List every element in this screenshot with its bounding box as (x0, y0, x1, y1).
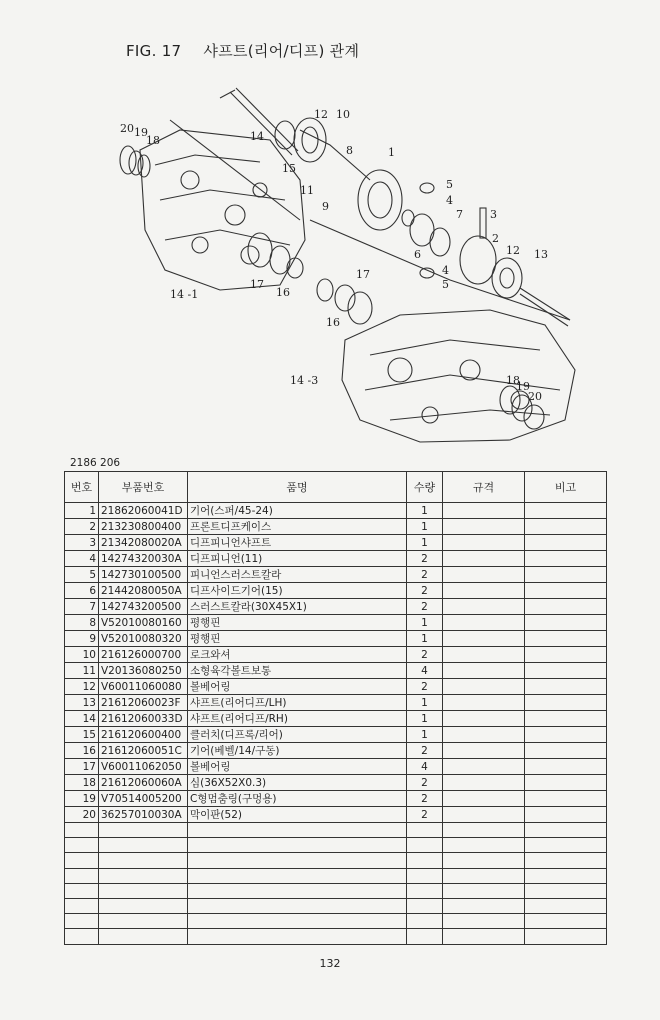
row-part-name: 소형육각볼트보통 (188, 663, 407, 679)
table-header-row (65, 472, 607, 503)
row-no: 14 (65, 711, 99, 727)
blank-cell (525, 868, 607, 883)
row-no: 9 (65, 631, 99, 647)
row-part-name: 막이판(52) (188, 807, 407, 823)
blank-cell (407, 838, 443, 853)
row-quantity: 1 (407, 503, 443, 519)
callout-9: 9 (322, 200, 329, 213)
callout-18: 18 (146, 134, 160, 147)
blank-cell (99, 868, 188, 883)
callout-12b: 12 (506, 244, 520, 257)
row-quantity: 4 (407, 663, 443, 679)
callout-17: 17 (250, 278, 264, 291)
row-quantity: 1 (407, 535, 443, 551)
row-spec (443, 647, 525, 663)
callout-18b: 18 (506, 374, 520, 387)
row-remarks (525, 727, 607, 743)
row-no: 15 (65, 727, 99, 743)
blank-cell (525, 853, 607, 868)
callout-19: 19 (134, 126, 148, 139)
callout-5: 5 (446, 178, 453, 191)
blank-cell (407, 914, 443, 929)
row-remarks (525, 775, 607, 791)
row-part-number: 21342080020A (99, 535, 188, 551)
blank-cell (99, 853, 188, 868)
row-spec (443, 791, 525, 807)
row-quantity: 1 (407, 631, 443, 647)
blank-cell (443, 898, 525, 913)
blank-cell (443, 929, 525, 944)
table-row (65, 519, 607, 535)
row-no: 19 (65, 791, 99, 807)
row-no: 7 (65, 599, 99, 615)
blank-cell (65, 868, 99, 883)
row-spec (443, 535, 525, 551)
row-no: 17 (65, 759, 99, 775)
blank-cell (407, 853, 443, 868)
table-row (65, 743, 607, 759)
row-no: 10 (65, 647, 99, 663)
table-row (65, 631, 607, 647)
diff-case-2 (460, 236, 496, 284)
row-spec (443, 807, 525, 823)
blank-row (65, 838, 607, 853)
row-part-number: 21862060041D (99, 503, 188, 519)
row-part-name: 피니언스러스트칼라 (188, 567, 407, 583)
row-remarks (525, 759, 607, 775)
row-remarks (525, 519, 607, 535)
row-part-number: 21612060023F (99, 695, 188, 711)
row-remarks (525, 663, 607, 679)
blank-cell (65, 914, 99, 929)
page-number: 132 (319, 957, 341, 970)
header-part-number: 부품번호 (99, 472, 188, 503)
callout-12: 12 (314, 108, 328, 121)
row-quantity: 1 (407, 519, 443, 535)
row-part-name: 평행핀 (188, 631, 407, 647)
table-row (65, 583, 607, 599)
blank-cell (525, 823, 607, 838)
row-part-number: 36257010030A (99, 807, 188, 823)
callout-14: 14 (250, 130, 264, 143)
row-quantity: 2 (407, 807, 443, 823)
blank-cell (407, 883, 443, 898)
blank-cell (188, 823, 407, 838)
row-part-name: 프론트디프케이스 (188, 519, 407, 535)
callout-20b: 20 (528, 390, 542, 403)
table-row (65, 711, 607, 727)
blank-cell (443, 883, 525, 898)
row-part-name: 볼베어링 (188, 679, 407, 695)
blank-cell (99, 929, 188, 944)
row-no: 6 (65, 583, 99, 599)
row-no: 18 (65, 775, 99, 791)
blank-cell (525, 838, 607, 853)
row-part-number: 213230800400 (99, 519, 188, 535)
table-row (65, 759, 607, 775)
row-no: 5 (65, 567, 99, 583)
header-no: 번호 (65, 472, 99, 503)
row-quantity: 2 (407, 791, 443, 807)
blank-cell (525, 929, 607, 944)
blank-cell (525, 898, 607, 913)
row-part-number: 142743200500 (99, 599, 188, 615)
callout-15: 15 (282, 162, 296, 175)
document-code: 2186 206 (70, 457, 121, 469)
row-remarks (525, 695, 607, 711)
page-title (126, 40, 381, 61)
row-quantity: 2 (407, 551, 443, 567)
row-spec (443, 599, 525, 615)
callout-11: 11 (300, 184, 314, 197)
table-row (65, 807, 607, 823)
row-quantity: 2 (407, 567, 443, 583)
row-remarks (525, 583, 607, 599)
row-spec (443, 695, 525, 711)
ring-20 (120, 146, 136, 174)
row-part-name: 심(36X52X0.3) (188, 775, 407, 791)
blank-cell (65, 823, 99, 838)
row-part-name: 디프피니언샤프트 (188, 535, 407, 551)
blank-row (65, 823, 607, 838)
row-remarks (525, 631, 607, 647)
row-quantity: 2 (407, 775, 443, 791)
callout-19b: 19 (516, 380, 530, 393)
blank-cell (443, 914, 525, 929)
callout-16b: 16 (326, 316, 340, 329)
table-row (65, 535, 607, 551)
table-row (65, 551, 607, 567)
row-part-name: 기어(스퍼/45-24) (188, 503, 407, 519)
blank-row (65, 853, 607, 868)
callout-5b: 5 (442, 278, 449, 291)
row-part-name: 평행핀 (188, 615, 407, 631)
row-part-name: 기어(베벨/14/구동) (188, 743, 407, 759)
blank-cell (188, 898, 407, 913)
callout-4b: 4 (442, 264, 449, 277)
row-remarks (525, 535, 607, 551)
row-quantity: 1 (407, 615, 443, 631)
blank-cell (65, 883, 99, 898)
row-quantity: 1 (407, 727, 443, 743)
row-quantity: 2 (407, 679, 443, 695)
blank-cell (188, 914, 407, 929)
header-spec: 규격 (443, 472, 525, 503)
row-part-number: V52010080160 (99, 615, 188, 631)
figure-label: FIG. 17 (126, 42, 182, 60)
row-spec (443, 759, 525, 775)
callout-13: 13 (534, 248, 548, 261)
bearing-12b (492, 258, 522, 298)
header-part-name: 품명 (188, 472, 407, 503)
callout-4: 4 (446, 194, 453, 207)
row-part-name: 로크와셔 (188, 647, 407, 663)
row-part-number: 21612060060A (99, 775, 188, 791)
row-spec (443, 519, 525, 535)
blank-cell (65, 853, 99, 868)
row-part-name: 샤프트(리어디프/LH) (188, 695, 407, 711)
row-no: 8 (65, 615, 99, 631)
row-part-number: 142730100500 (99, 567, 188, 583)
blank-cell (407, 868, 443, 883)
blank-row (65, 914, 607, 929)
row-remarks (525, 599, 607, 615)
callout-17b: 17 (356, 268, 370, 281)
row-part-name: C형멈춤링(구멍용) (188, 791, 407, 807)
blank-cell (188, 838, 407, 853)
blank-cell (99, 838, 188, 853)
row-quantity: 1 (407, 711, 443, 727)
row-spec (443, 631, 525, 647)
callout-6: 6 (414, 248, 421, 261)
row-remarks (525, 791, 607, 807)
blank-cell (65, 898, 99, 913)
blank-cell (65, 929, 99, 944)
row-spec (443, 503, 525, 519)
row-quantity: 2 (407, 647, 443, 663)
row-remarks (525, 551, 607, 567)
row-spec (443, 583, 525, 599)
blank-cell (188, 883, 407, 898)
table-row (65, 615, 607, 631)
table-row (65, 647, 607, 663)
table-row (65, 791, 607, 807)
row-part-number: 14274320030A (99, 551, 188, 567)
row-remarks (525, 711, 607, 727)
upper-housing (140, 130, 305, 290)
row-part-number: V60011062050 (99, 759, 188, 775)
row-no: 11 (65, 663, 99, 679)
callout-10: 10 (336, 108, 350, 121)
table-row (65, 567, 607, 583)
blank-cell (188, 929, 407, 944)
table-row (65, 727, 607, 743)
blank-cell (99, 898, 188, 913)
row-remarks (525, 647, 607, 663)
blank-cell (99, 883, 188, 898)
row-part-number: V52010080320 (99, 631, 188, 647)
row-no: 4 (65, 551, 99, 567)
row-spec (443, 775, 525, 791)
parts-table (64, 471, 607, 945)
row-quantity: 2 (407, 743, 443, 759)
row-part-number: 21612060033D (99, 711, 188, 727)
row-remarks (525, 807, 607, 823)
row-spec (443, 743, 525, 759)
row-quantity: 2 (407, 599, 443, 615)
row-quantity: 4 (407, 759, 443, 775)
callout-3: 3 (490, 208, 497, 221)
blank-cell (188, 853, 407, 868)
blank-row (65, 868, 607, 883)
row-part-number: 21612060051C (99, 743, 188, 759)
row-spec (443, 711, 525, 727)
row-spec (443, 679, 525, 695)
row-no: 2 (65, 519, 99, 535)
row-no: 1 (65, 503, 99, 519)
table-row (65, 663, 607, 679)
blank-cell (443, 868, 525, 883)
row-part-number: V20136080250 (99, 663, 188, 679)
row-remarks (525, 503, 607, 519)
row-quantity: 2 (407, 583, 443, 599)
row-part-number: V70514005200 (99, 791, 188, 807)
row-spec (443, 551, 525, 567)
blank-row (65, 898, 607, 913)
row-spec (443, 727, 525, 743)
row-remarks (525, 679, 607, 695)
blank-cell (65, 838, 99, 853)
blank-cell (188, 868, 407, 883)
row-spec (443, 663, 525, 679)
row-no: 13 (65, 695, 99, 711)
spur-gear-1 (358, 170, 402, 230)
callout-7: 7 (456, 208, 463, 221)
blank-cell (525, 883, 607, 898)
blank-row (65, 929, 607, 944)
blank-cell (407, 929, 443, 944)
table-row (65, 503, 607, 519)
table-row (65, 599, 607, 615)
blank-cell (443, 823, 525, 838)
row-part-name: 볼베어링 (188, 759, 407, 775)
row-part-number: 216120600400 (99, 727, 188, 743)
callout-2: 2 (492, 232, 499, 245)
row-spec (443, 615, 525, 631)
row-part-name: 디프피니언(11) (188, 551, 407, 567)
row-part-name: 디프사이드기어(15) (188, 583, 407, 599)
row-no: 12 (65, 679, 99, 695)
row-part-number: 21442080050A (99, 583, 188, 599)
header-remarks: 비고 (525, 472, 607, 503)
table-row (65, 775, 607, 791)
table-row (65, 695, 607, 711)
blank-cell (525, 914, 607, 929)
callout-16: 16 (276, 286, 290, 299)
blank-cell (407, 823, 443, 838)
row-spec (443, 567, 525, 583)
table-row (65, 679, 607, 695)
row-part-name: 샤프트(리어디프/RH) (188, 711, 407, 727)
row-part-number: V60011060080 (99, 679, 188, 695)
figure-title: 샤프트(리어/디프) 관계 (203, 42, 360, 60)
callout-14-3: 14 -3 (290, 374, 319, 387)
blank-cell (443, 853, 525, 868)
row-remarks (525, 567, 607, 583)
blank-cell (407, 898, 443, 913)
row-remarks (525, 743, 607, 759)
row-no: 20 (65, 807, 99, 823)
row-part-name: 클러치(디프록/리어) (188, 727, 407, 743)
row-no: 3 (65, 535, 99, 551)
header-quantity: 수량 (407, 472, 443, 503)
row-part-name: 스러스트칼라(30X45X1) (188, 599, 407, 615)
callout-20: 20 (120, 122, 134, 135)
blank-row (65, 883, 607, 898)
row-part-number: 216126000700 (99, 647, 188, 663)
row-no: 16 (65, 743, 99, 759)
callout-14-1: 14 -1 (170, 288, 199, 301)
row-quantity: 1 (407, 695, 443, 711)
blank-cell (443, 838, 525, 853)
callout-8: 8 (346, 144, 353, 157)
exploded-parts-diagram (70, 70, 610, 450)
row-remarks (525, 615, 607, 631)
callout-1: 1 (388, 146, 395, 159)
blank-cell (99, 823, 188, 838)
blank-cell (99, 914, 188, 929)
